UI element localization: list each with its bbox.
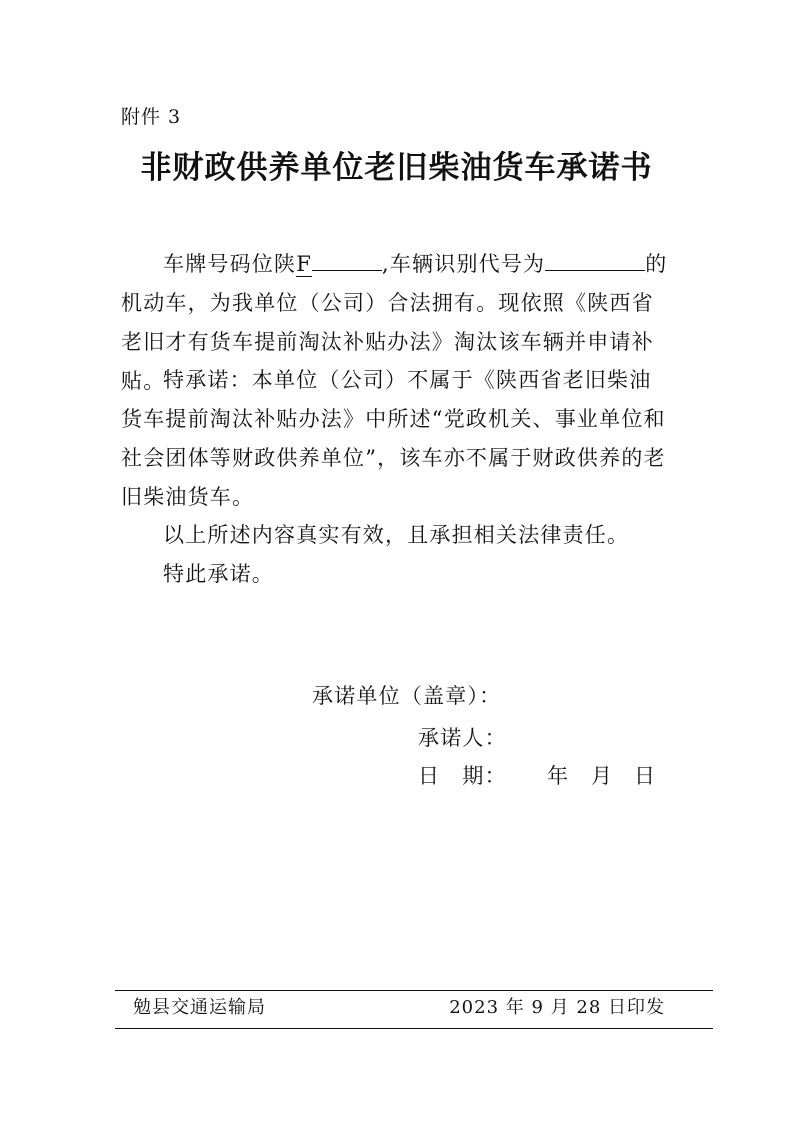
paragraph-vehicle-info-part-b: ,车辆识别代号为	[381, 252, 546, 276]
document-title: 非财政供养单位老旧柴油货车承诺书	[140, 150, 653, 186]
plate-number-blank[interactable]	[312, 248, 382, 271]
attachment-label: 附件 3	[121, 106, 182, 128]
paragraph-truthfulness: 以上所述内容真实有效，且承担相关法律责任。	[163, 523, 630, 547]
paragraph-closing: 特此承诺。	[163, 562, 274, 586]
footer-bottom-rule	[115, 1028, 713, 1029]
signature-day-label: 日	[634, 764, 657, 788]
paragraph-commitment: 特承诺：本单位（公司）不属于《陕西省老旧柴油货车提前淘汰补贴办法》中所述“党政机关、事业单位和社会团体等财政供养单位”，该车亦不属于财政供养的老旧柴油货车。	[121, 368, 666, 509]
paragraph-vehicle-info-part-a: 车牌号码位陕	[163, 252, 297, 276]
plate-prefix: F	[296, 252, 312, 276]
footer-issuer: 勉县交通运输局	[133, 997, 266, 1018]
signature-unit-label: 承诺单位（盖章）：	[312, 684, 502, 708]
signature-person-label: 承诺人：	[418, 726, 507, 750]
footer-issue-date: 2023 年 9 月 28 日印发	[449, 997, 665, 1018]
signature-date-label: 日 期：	[418, 764, 507, 788]
signature-year-label: 年	[547, 764, 570, 788]
paragraph-vehicle-info-part-c: 的机动车，为我单位（公司）合法拥有。现依照《陕西省老旧才有货车提前淘汰补贴办法》淘汰该车辆并申请补贴。	[121, 252, 668, 393]
signature-month-label: 月	[591, 764, 614, 788]
footer-top-rule	[115, 990, 713, 991]
vin-blank[interactable]	[545, 248, 645, 271]
